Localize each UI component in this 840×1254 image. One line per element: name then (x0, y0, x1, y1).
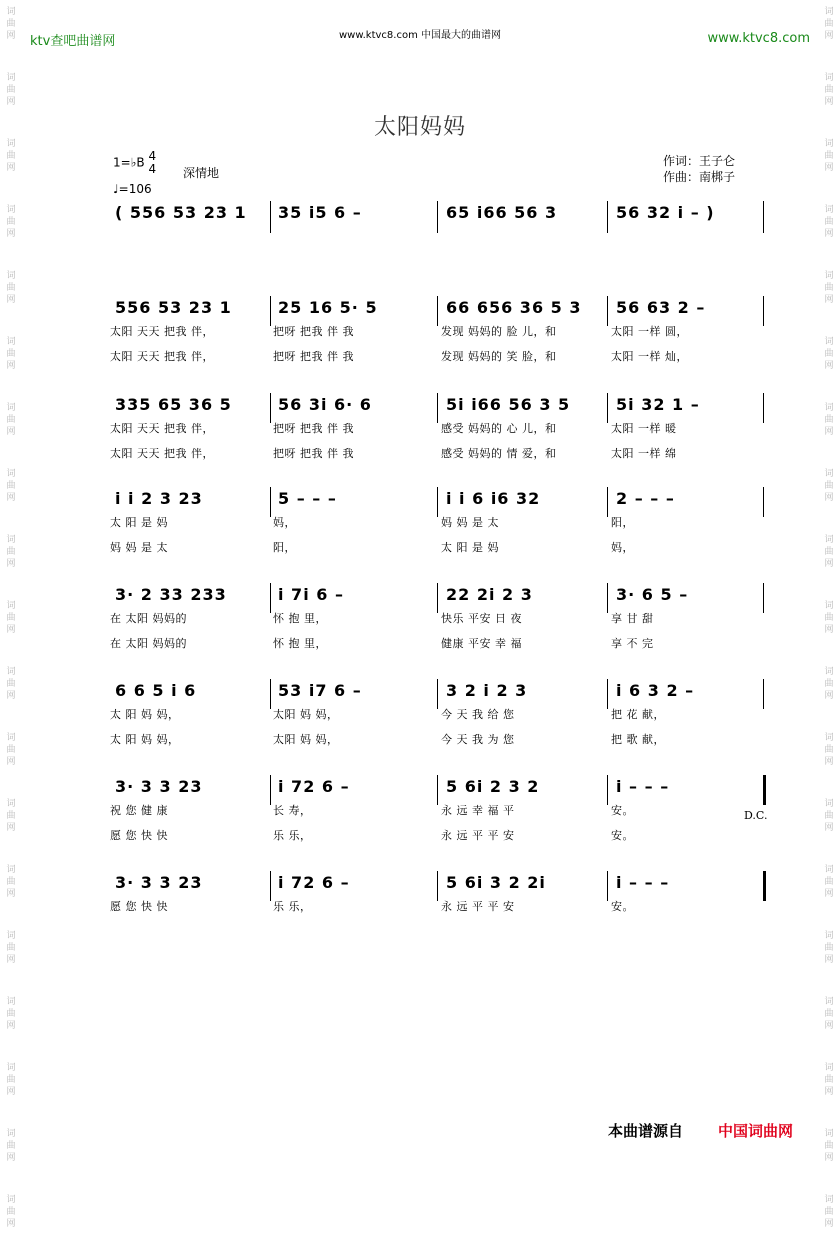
header-site-right[interactable]: www.ktvc8.com (707, 31, 810, 46)
lyric-line: 太阳 天天 把我 伴， (110, 447, 214, 460)
key-flat: ♭B (130, 155, 145, 170)
measure-notes: 3· 6 5 – (616, 585, 689, 604)
watermark-text: 词曲网 (824, 799, 834, 833)
lyric-line: 怀 抱 里， (273, 637, 327, 650)
lyric-line: 安。 (611, 829, 634, 842)
watermark-text: 词曲网 (6, 205, 16, 239)
barline (607, 775, 608, 805)
header-site-left[interactable]: ktv查吧曲谱网 (30, 34, 116, 49)
watermark-text: 词曲网 (824, 535, 834, 569)
lyric-line: 安。 (611, 900, 634, 913)
measure-notes: 5i i66 56 3 5 (446, 395, 571, 414)
barline (763, 583, 764, 613)
lyric-line: 发现 妈妈的 脸 儿，和 (441, 325, 557, 338)
watermark-text: 词曲网 (6, 7, 16, 41)
barline (607, 583, 608, 613)
barline (763, 679, 764, 709)
lyric-line: 妈， (611, 541, 634, 554)
lyric-line: 快乐 平安 日 夜 (441, 612, 522, 625)
watermark-text: 词曲网 (6, 139, 16, 173)
watermark-text: 词曲网 (824, 337, 834, 371)
watermark-text: 词曲网 (824, 139, 834, 173)
lyric-line: 太 阳 是 妈 (441, 541, 499, 554)
measure-notes: 2 – – – (616, 489, 675, 508)
lyric-line: 妈， (273, 516, 296, 529)
lyric-line: 永 远 幸 福 平 (441, 804, 515, 817)
key-signature (113, 150, 156, 176)
barline (437, 583, 438, 613)
watermark-text: 词曲网 (824, 865, 834, 899)
footer-source-site[interactable]: 中国词曲网 (718, 1122, 794, 1140)
score-system (100, 777, 770, 867)
barline (270, 871, 271, 901)
lyric-line: 祝 您 健 康 (110, 804, 168, 817)
header-site-center[interactable]: www.ktvc8.com 中国最大的曲谱网 (338, 30, 501, 41)
lyric-line: 永 远 平 平 安 (441, 829, 515, 842)
lyric-line: 把 歌 献， (611, 733, 665, 746)
lyric-line: 把 花 献， (611, 708, 665, 721)
watermark-text: 词曲网 (824, 271, 834, 305)
barline (437, 871, 438, 901)
lyric-line: 阳， (273, 541, 296, 554)
lyric-line: 今 天 我 给 您 (441, 708, 515, 721)
watermark-text: 词曲网 (824, 931, 834, 965)
mood-marking: 深情地 (183, 166, 220, 180)
lyric-line: 太阳 妈 妈， (273, 733, 339, 746)
watermark-text: 词曲网 (824, 1129, 834, 1163)
barline (437, 201, 438, 233)
measure-notes: 65 i66 56 3 (446, 203, 558, 222)
barline (437, 679, 438, 709)
watermark-text: 词曲网 (824, 73, 834, 107)
score-system (100, 203, 770, 293)
barline (270, 583, 271, 613)
watermark-text: 词曲网 (824, 1195, 834, 1229)
lyric-line: 愿 您 快 快 (110, 900, 168, 913)
watermark-text: 词曲网 (6, 403, 16, 437)
lyric-line: 乐 乐， (273, 900, 312, 913)
lyric-line: 在 太阳 妈妈的 (110, 612, 187, 625)
score-system (100, 395, 770, 485)
watermark-text: 词曲网 (824, 403, 834, 437)
measure-notes: 56 3i 6· 6 (278, 395, 372, 414)
time-signature (148, 150, 156, 176)
lyric-line: 太阳 一样 灿， (611, 350, 688, 363)
lyric-line: 永 远 平 平 安 (441, 900, 515, 913)
measure-notes: 35 i5 6 – (278, 203, 362, 222)
barline (763, 775, 766, 805)
lyric-line: 阳， (611, 516, 634, 529)
watermark-text: 词曲网 (824, 7, 834, 41)
lyric-line: 太阳 妈 妈， (273, 708, 339, 721)
key-label: 1= (113, 155, 131, 170)
tempo-marking: ♩=106 (113, 182, 152, 196)
lyric-line: 发现 妈妈的 笑 脸，和 (441, 350, 557, 363)
lyric-line: 太阳 天天 把我 伴， (110, 422, 214, 435)
lyric-line: 把呀 把我 伴 我 (273, 447, 354, 460)
lyric-line: 太 阳 妈 妈， (110, 733, 180, 746)
watermark-text: 词曲网 (6, 271, 16, 305)
barline (437, 775, 438, 805)
lyric-line: 太 阳 妈 妈， (110, 708, 180, 721)
lyric-line: 太 阳 是 妈 (110, 516, 168, 529)
lyric-line: 太阳 一样 暖 (611, 422, 677, 435)
measure-notes: 5 6i 3 2 2i (446, 873, 546, 892)
lyric-line: 太阳 天天 把我 伴， (110, 325, 214, 338)
measure-notes: 5 6i 2 3 2 (446, 777, 540, 796)
watermark-text: 词曲网 (6, 997, 16, 1031)
barline (270, 679, 271, 709)
watermark-text: 词曲网 (6, 1195, 16, 1229)
measure-notes: 5i 32 1 – (616, 395, 700, 414)
barline (763, 871, 766, 901)
barline (607, 871, 608, 901)
watermark-text: 词曲网 (6, 865, 16, 899)
score-system (100, 489, 770, 579)
watermark-text: 词曲网 (6, 1063, 16, 1097)
barline (270, 296, 271, 326)
measure-notes: 6 6 5 i 6 (115, 681, 197, 700)
barline (763, 201, 764, 233)
right-watermark-strip (820, 0, 838, 1229)
barline (437, 487, 438, 517)
watermark-text: 词曲网 (6, 1129, 16, 1163)
measure-notes: 3· 3 3 23 (115, 777, 203, 796)
composer: 作曲：南梆子 (663, 170, 736, 184)
lyric-line: 把呀 把我 伴 我 (273, 325, 354, 338)
lyric-line: 乐 乐， (273, 829, 312, 842)
measure-notes: 66 656 36 5 3 (446, 298, 582, 317)
watermark-text: 词曲网 (6, 799, 16, 833)
credits (663, 153, 735, 185)
watermark-text: 词曲网 (6, 733, 16, 767)
watermark-text: 词曲网 (824, 1063, 834, 1097)
lyric-line: 长 寿， (273, 804, 312, 817)
measure-notes: 556 53 23 1 (115, 298, 232, 317)
measure-notes: 3· 2 33 233 (115, 585, 227, 604)
barline (607, 201, 608, 233)
lyric-line: 太阳 天天 把我 伴， (110, 350, 214, 363)
measure-notes: i 72 6 – (278, 873, 350, 892)
lyric-line: 感受 妈妈的 心 儿，和 (441, 422, 557, 435)
measure-notes: i 7i 6 – (278, 585, 344, 604)
lyric-line: 安。 (611, 804, 634, 817)
lyric-line: 健康 平安 幸 福 (441, 637, 522, 650)
lyric-line: 把呀 把我 伴 我 (273, 350, 354, 363)
lyric-line: 太阳 一样 绵 (611, 447, 677, 460)
lyric-line: 享 不 完 (611, 637, 654, 650)
barline (607, 487, 608, 517)
watermark-text: 词曲网 (6, 667, 16, 701)
measure-notes: i i 6 i6 32 (446, 489, 541, 508)
measure-notes: 22 2i 2 3 (446, 585, 533, 604)
watermark-text: 词曲网 (6, 601, 16, 635)
lyric-line: 把呀 把我 伴 我 (273, 422, 354, 435)
score-system (100, 298, 770, 388)
lyric-line: 太阳 一样 圆， (611, 325, 688, 338)
left-watermark-strip (2, 0, 20, 1229)
lyric-line: 妈 妈 是 太 (110, 541, 168, 554)
measure-notes: 3· 3 3 23 (115, 873, 203, 892)
song-title: 太阳妈妈 (373, 115, 466, 140)
barline (270, 393, 271, 423)
watermark-text: 词曲网 (824, 469, 834, 503)
measure-notes: 5 – – – (278, 489, 337, 508)
watermark-text: 词曲网 (824, 997, 834, 1031)
measure-notes: 53 i7 6 – (278, 681, 362, 700)
measure-notes: 25 16 5· 5 (278, 298, 378, 317)
measure-notes: ( 556 53 23 1 (115, 203, 247, 222)
barline (763, 296, 764, 326)
measure-notes: i – – – (616, 777, 670, 796)
barline (270, 775, 271, 805)
barline (270, 487, 271, 517)
lyric-line: 愿 您 快 快 (110, 829, 168, 842)
watermark-text: 词曲网 (824, 667, 834, 701)
watermark-text: 词曲网 (824, 733, 834, 767)
barline (607, 679, 608, 709)
score-system (100, 681, 770, 771)
watermark-text: 词曲网 (6, 931, 16, 965)
barline (607, 296, 608, 326)
measure-notes: 56 32 i – ) (616, 203, 715, 222)
watermark-text: 词曲网 (6, 535, 16, 569)
barline (607, 393, 608, 423)
measure-notes: i i 2 3 23 (115, 489, 203, 508)
lyric-line: 妈 妈 是 太 (441, 516, 499, 529)
measure-notes: i 6 3 2 – (616, 681, 695, 700)
score-system (100, 873, 770, 963)
time-top: 4 (148, 149, 157, 163)
barline (763, 393, 764, 423)
barline (270, 201, 271, 233)
time-bottom: 4 (148, 162, 157, 176)
watermark-text: 词曲网 (824, 205, 834, 239)
dc-marking: D.C. (744, 809, 768, 822)
measure-notes: 335 65 36 5 (115, 395, 232, 414)
measure-notes: 56 63 2 – (616, 298, 706, 317)
measure-notes: 3 2 i 2 3 (446, 681, 528, 700)
watermark-text: 词曲网 (6, 73, 16, 107)
lyric-line: 怀 抱 里， (273, 612, 327, 625)
footer-source-label: 本曲谱源自 (608, 1122, 684, 1140)
measure-notes: i – – – (616, 873, 670, 892)
measure-notes: i 72 6 – (278, 777, 350, 796)
barline (437, 296, 438, 326)
lyricist: 作词：王子仑 (663, 154, 736, 168)
lyric-line: 感受 妈妈的 情 爱，和 (441, 447, 557, 460)
barline (437, 393, 438, 423)
watermark-text: 词曲网 (824, 601, 834, 635)
barline (763, 487, 764, 517)
score-system (100, 585, 770, 675)
watermark-text: 词曲网 (6, 469, 16, 503)
lyric-line: 享 甘 甜 (611, 612, 654, 625)
watermark-text: 词曲网 (6, 337, 16, 371)
lyric-line: 今 天 我 为 您 (441, 733, 515, 746)
lyric-line: 在 太阳 妈妈的 (110, 637, 187, 650)
